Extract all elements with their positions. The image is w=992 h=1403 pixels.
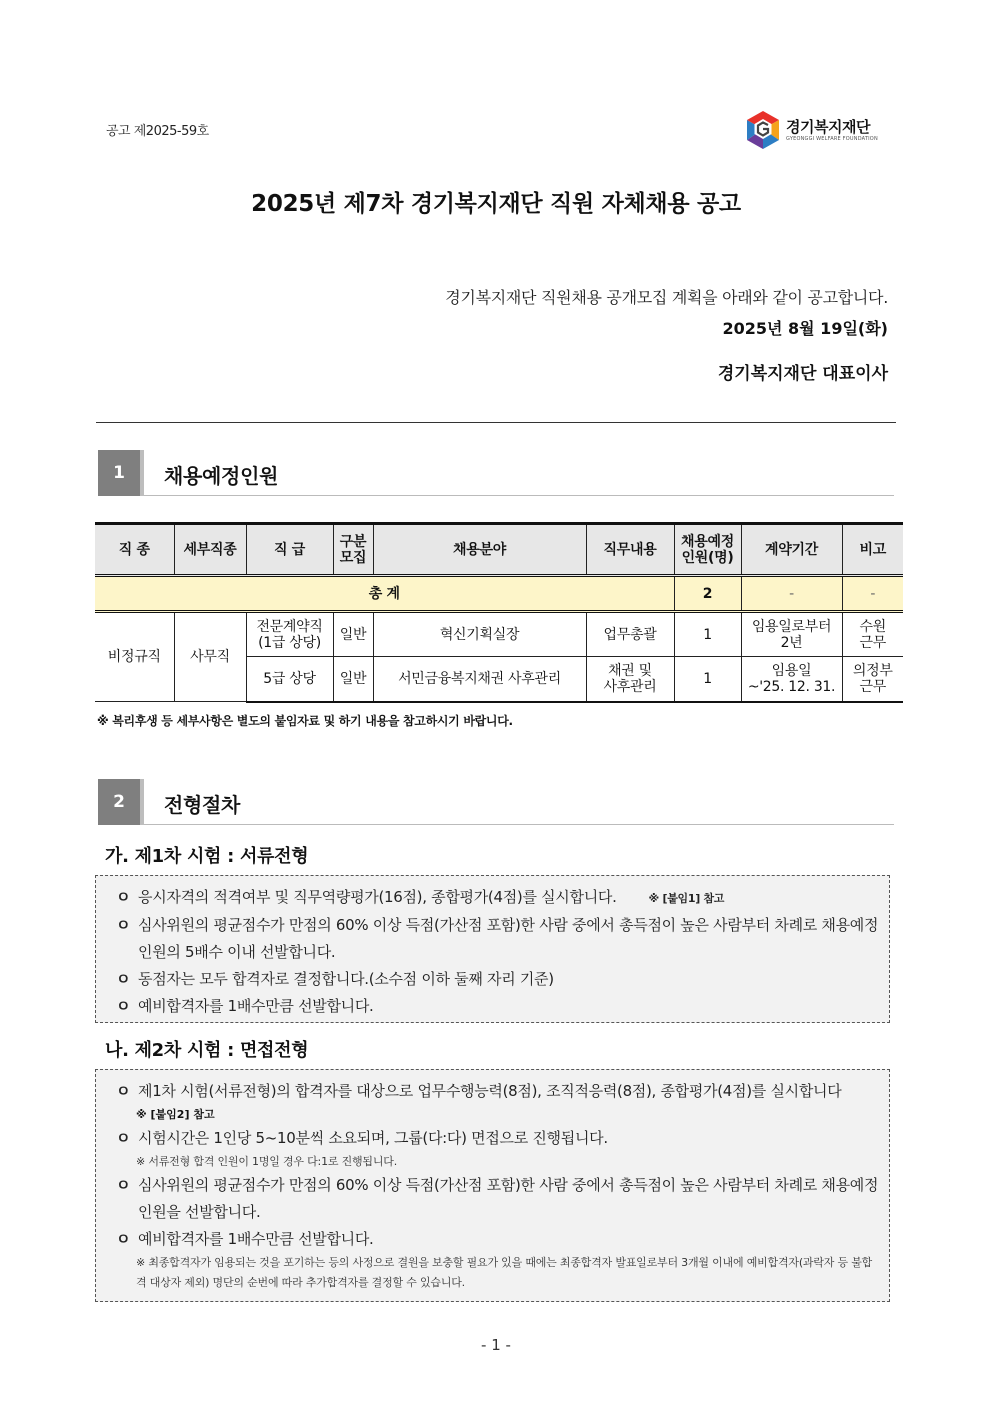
- stage1-item-text: 예비합격자를 1배수만큼 선발합니다.: [138, 997, 374, 1015]
- circle-bullet-icon: ㅇ: [116, 1129, 131, 1147]
- section-header-1: [98, 450, 894, 496]
- circle-bullet-icon: ㅇ: [116, 888, 131, 906]
- interview-note: ※ 서류전형 합격 인원이 1명일 경우 다:1로 진행됩니다.: [136, 1155, 398, 1168]
- total-count: 2: [674, 576, 741, 612]
- cell-grade: 5급 상당: [246, 657, 333, 702]
- foundation-logo-icon: [746, 110, 780, 150]
- stage1-item-text: 응시자격의 적격여부 및 직무역량평가(16점), 종합평가(4점)를 실시합니다.: [138, 888, 617, 906]
- cell-job-type: 비정규직: [95, 612, 174, 702]
- list-item: [116, 1172, 879, 1226]
- header-divider: [96, 422, 896, 423]
- reserve-note: ※ 최종합격자가 임용되는 것을 포기하는 등의 사정으로 결원을 보충할 필요가 있을 때에는 최종합격자 발표일로부터 3개월 이내에 예비합격자(과락자 등 불합격 대상자 제외) 명단의 순번에 따라 추가합격자를 결정할 수 있습니다.: [136, 1256, 873, 1289]
- cell-field: 서민금융복지채권 사후관리: [373, 657, 586, 702]
- cell-category: 일반: [333, 657, 373, 702]
- stage2-title: 나. 제2차 시험 : 면접전형: [105, 1040, 309, 1061]
- circle-bullet-icon: ㅇ: [116, 916, 131, 934]
- cell-count: 1: [674, 657, 741, 702]
- cell-note: 수원 근무: [842, 612, 903, 657]
- stage1-item-text: 심사위원의 평균점수가 만점의 60% 이상 득점(가산점 포함)한 사람 중에서 총득점이 높은 사람부터 차례로 채용예정인원의 5배수 이내 선발합니다.: [138, 916, 879, 961]
- circle-bullet-icon: ㅇ: [116, 1176, 131, 1194]
- section-header-2: [98, 779, 894, 825]
- header-job-type: 직 종: [95, 524, 174, 576]
- logo-english: GYEONGGI WELFARE FOUNDATION: [786, 135, 878, 142]
- list-item: [116, 1226, 879, 1253]
- logo-name: 경기복지재단: [786, 117, 870, 136]
- section-title: 전형절차: [164, 793, 241, 817]
- cell-period: 임용일로부터 2년: [741, 612, 842, 657]
- circle-bullet-icon: ㅇ: [116, 997, 131, 1015]
- cell-note: 의정부 근무: [842, 657, 903, 702]
- stage2-item-text: 제1차 시험(서류전형)의 합격자를 대상으로 업무수행능력(8점), 조직적응력(8점), 종합평가(4점)를 실시합니다: [138, 1082, 842, 1100]
- attachment-ref: ※ [붙임2] 참고: [136, 1108, 215, 1121]
- foundation-logo: [746, 110, 878, 150]
- header-count: 채용예정 인원(명): [674, 524, 741, 576]
- attachment-ref: ※ [붙임1] 참고: [648, 892, 725, 905]
- section-number: 1: [98, 450, 144, 496]
- header-grade: 직 급: [246, 524, 333, 576]
- list-item: [116, 966, 879, 993]
- header-field: 채용분야: [373, 524, 586, 576]
- page-number: - 1 -: [481, 1336, 511, 1354]
- header-duty: 직무내용: [586, 524, 674, 576]
- cell-period: 임용일 ~'25. 12. 31.: [741, 657, 842, 702]
- stage2-item-text: 예비합격자를 1배수만큼 선발합니다.: [138, 1230, 374, 1248]
- header-period: 계약기간: [741, 524, 842, 576]
- notice-number: 공고 제2025-59호: [106, 124, 209, 139]
- list-item: [116, 993, 879, 1020]
- table-header-row: [95, 524, 903, 576]
- total-row: [95, 576, 903, 612]
- header-category: 구분 모집: [333, 524, 373, 576]
- cell-category: 일반: [333, 612, 373, 657]
- header-note: 비고: [842, 524, 903, 576]
- section-title: 채용예정인원: [164, 464, 279, 488]
- stage2-box: [95, 1069, 890, 1302]
- cell-grade: 전문계약직 (1급 상당): [246, 612, 333, 657]
- list-item: [116, 912, 879, 966]
- cell-duty: 업무총괄: [586, 612, 674, 657]
- cell-field: 혁신기획실장: [373, 612, 586, 657]
- signer: 경기복지재단 대표이사: [717, 364, 888, 384]
- total-label: 총 계: [95, 576, 674, 612]
- stage2-item-text: 시험시간은 1인당 5~10분씩 소요되며, 그룹(다:다) 면접으로 진행됩니다.: [138, 1129, 608, 1147]
- stage1-title: 가. 제1차 시험 : 서류전형: [105, 846, 309, 867]
- cell-duty: 채권 및 사후관리: [586, 657, 674, 702]
- circle-bullet-icon: ㅇ: [116, 1082, 131, 1100]
- recruitment-table: [95, 522, 903, 703]
- cell-count: 1: [674, 612, 741, 657]
- stage2-item-text: 심사위원의 평균점수가 만점의 60% 이상 득점(가산점 포함)한 사람 중에서 총득점이 높은 사람부터 차례로 채용예정인원을 선발합니다.: [138, 1176, 879, 1221]
- total-period: -: [741, 576, 842, 612]
- table-note: ※ 복리후생 등 세부사항은 별도의 붙임자료 및 하기 내용을 참고하시기 바랍니다.: [97, 714, 513, 728]
- stage1-item-text: 동점자는 모두 합격자로 결정합니다.(소수점 이하 둘째 자리 기준): [138, 970, 554, 988]
- intro-text: 경기복지재단 직원채용 공개모집 계획을 아래와 같이 공고합니다.: [445, 288, 888, 307]
- table-row: [95, 612, 903, 657]
- circle-bullet-icon: ㅇ: [116, 1230, 131, 1248]
- announcement-date: 2025년 8월 19일(화): [722, 319, 888, 338]
- list-item: [116, 1078, 879, 1105]
- section-number: 2: [98, 779, 144, 825]
- header-sub-type: 세부직종: [174, 524, 246, 576]
- list-item: [116, 1125, 879, 1152]
- total-note: -: [842, 576, 903, 612]
- stage1-box: [95, 875, 890, 1023]
- cell-sub-type: 사무직: [174, 612, 246, 702]
- circle-bullet-icon: ㅇ: [116, 970, 131, 988]
- list-item: [116, 884, 879, 912]
- document-title: 2025년 제7차 경기복지재단 직원 자체채용 공고: [251, 191, 741, 217]
